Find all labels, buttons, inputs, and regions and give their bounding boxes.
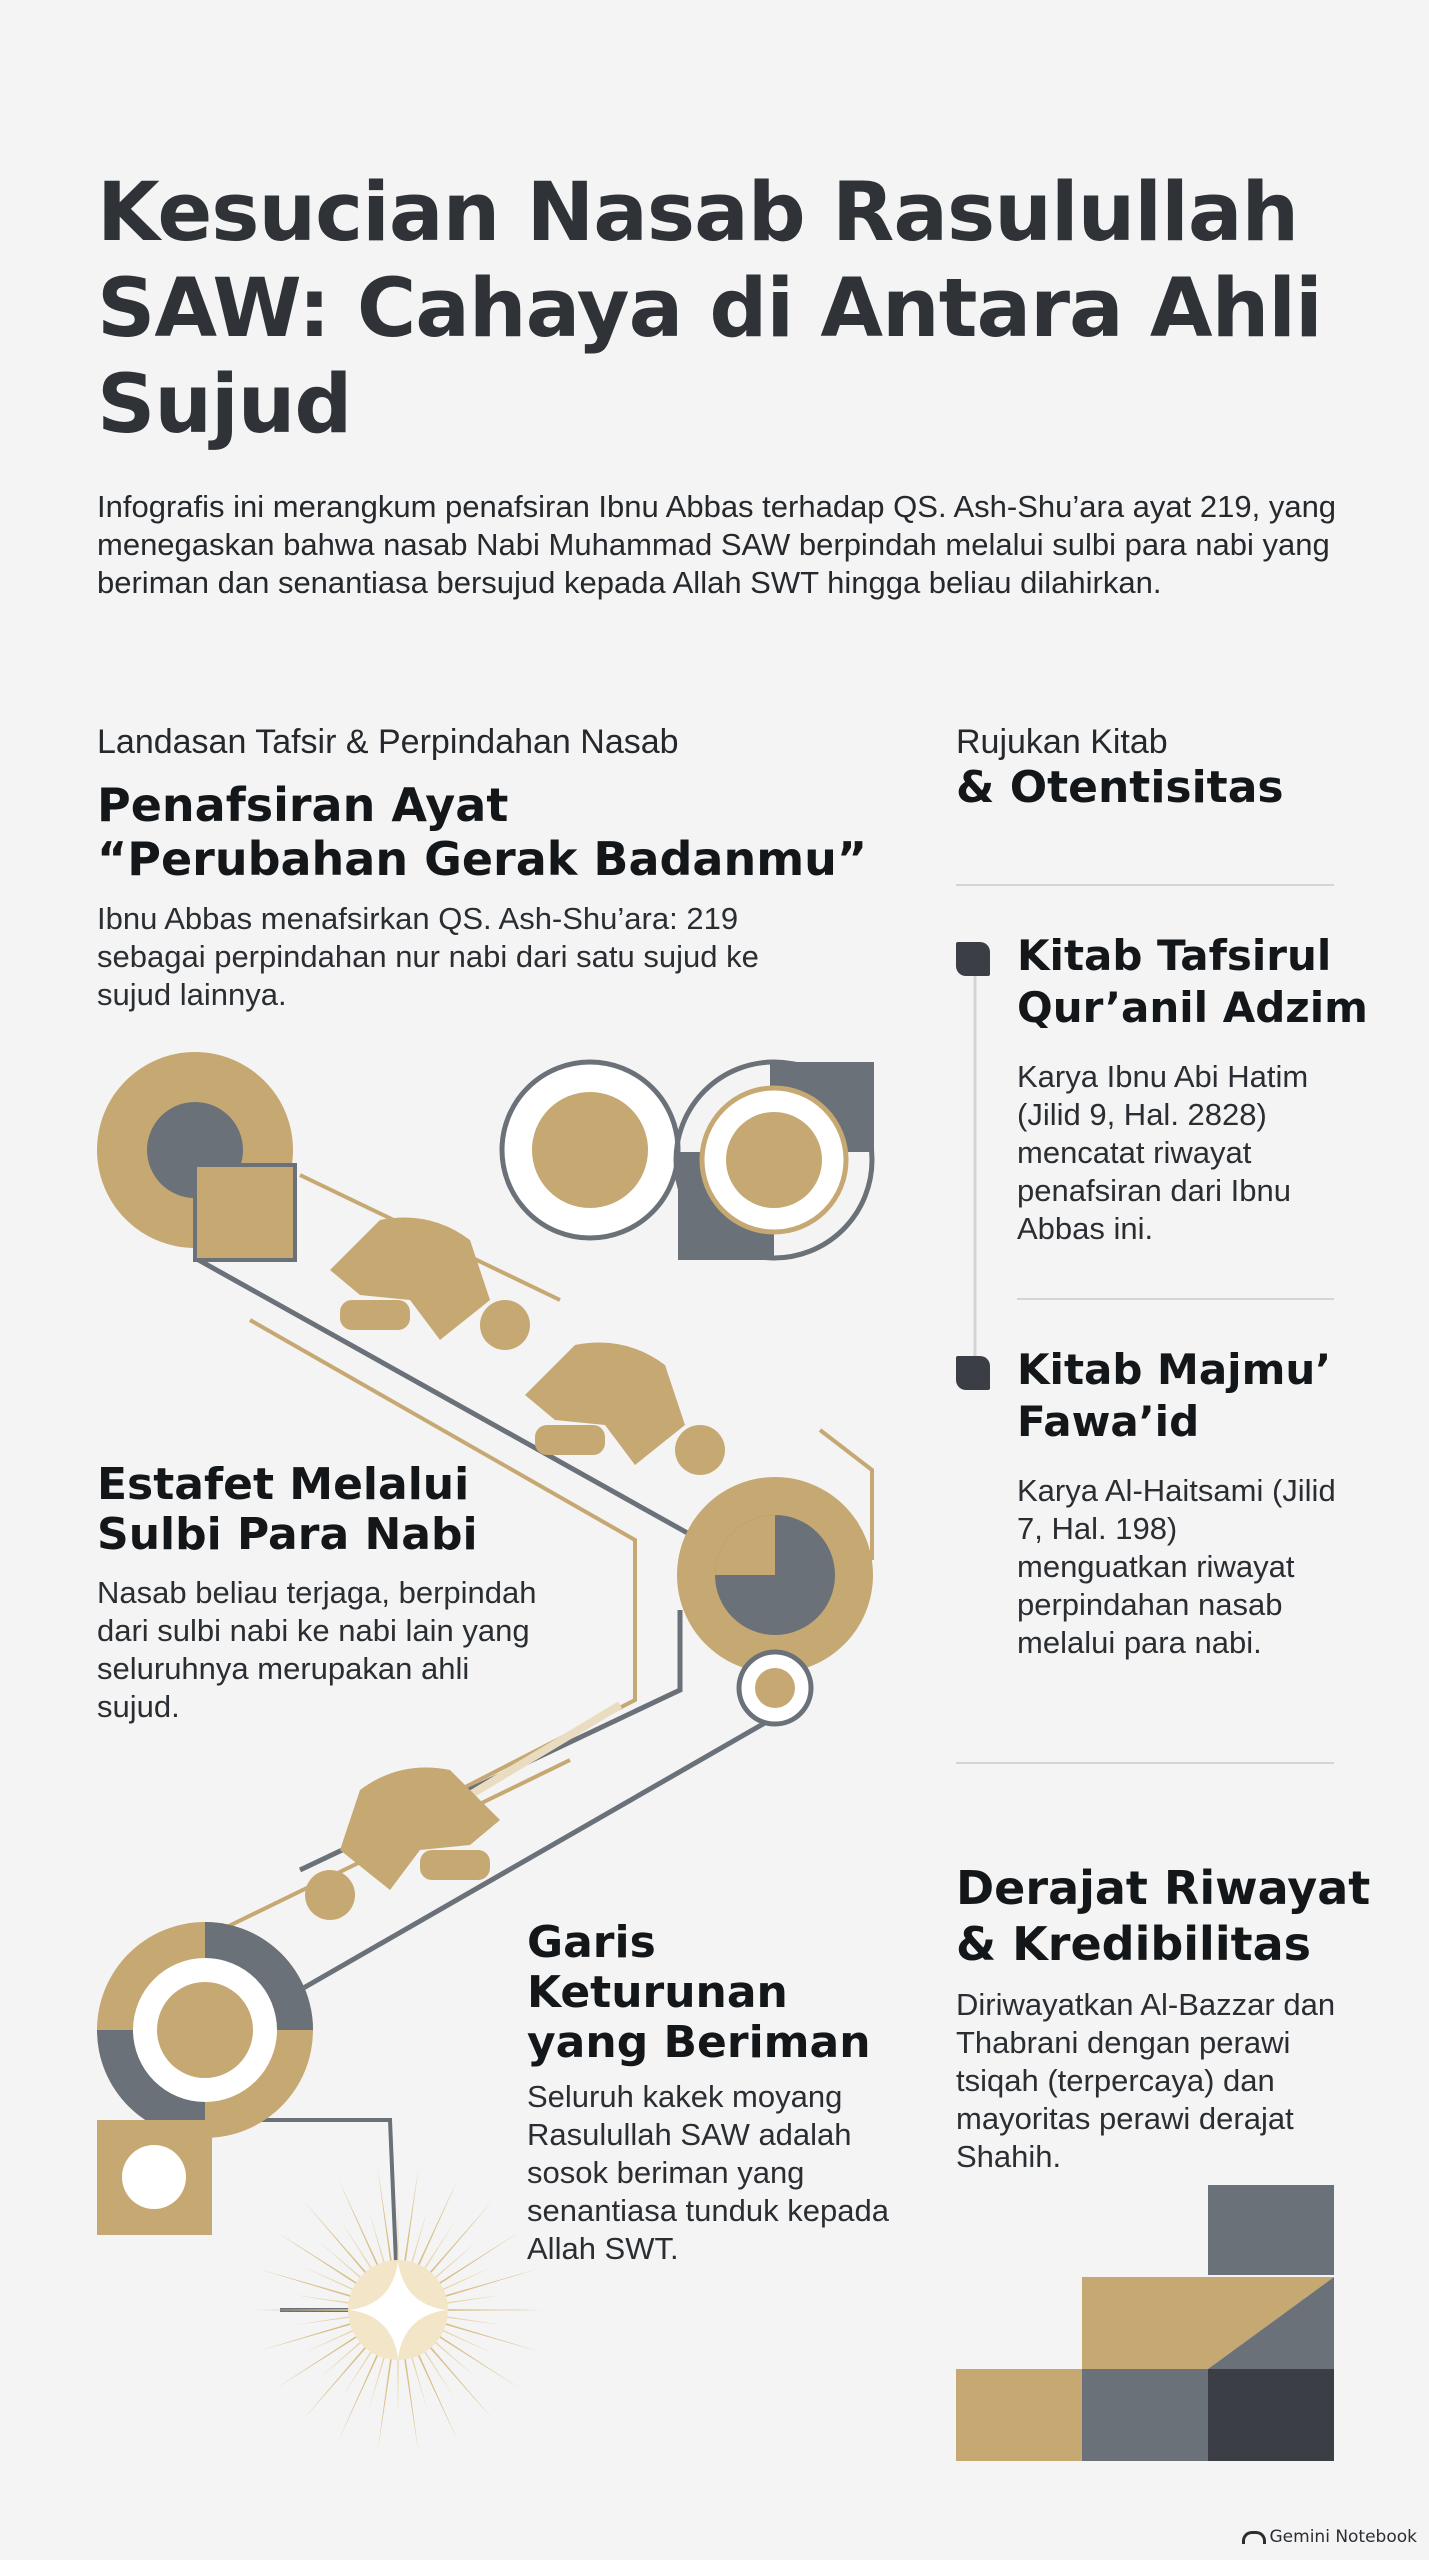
section-derajat-title-line1: Derajat Riwayat	[956, 1861, 1371, 1915]
section-garis	[527, 1918, 927, 2268]
radiant-star-icon	[253, 2166, 543, 2453]
brand-label	[1242, 2527, 1418, 2547]
right-kicker	[956, 722, 1356, 814]
concentric-circle-icon	[97, 1052, 295, 1260]
intro-paragraph: Infografis ini merangkum penafsiran Ibnu Abbas terhadap QS. Ash-Shu’ara ayat 219, yang menegaskan bahwa nasab Nabi Muhammad SAW berpindah melalui sulbi para nabi yang beriman dan senantiasa bersujud kepada Allah SWT hingga beliau dilahirkan.	[97, 489, 1337, 600]
right-kicker-line1: Rujukan Kitab	[956, 723, 1168, 761]
section-derajat-body: Diriwayatkan Al-Bazzar dan Thabrani dengan perawi tsiqah (terpercaya) dan mayoritas perawi derajat Shahih.	[956, 1987, 1336, 2174]
reference-majmu	[1017, 1344, 1397, 1662]
section-garis-title-line2: yang Beriman	[527, 2017, 871, 2068]
section-estafet-body: Nasab beliau terjaga, berpindah dari sulbi nabi ke nabi lain yang seluruhnya merupakan ahli sujud.	[97, 1575, 537, 1724]
section-garis-body: Seluruh kakek moyang Rasulullah SAW adalah sosok beriman yang senantiasa tunduk kepada Allah SWT.	[527, 2079, 889, 2266]
reference-majmu-title-line1: Kitab Majmu’	[1017, 1345, 1332, 1394]
section-tafsir-title-line2: “Perubahan Gerak Badanmu”	[97, 832, 868, 886]
section-derajat-title-line2: & Kredibilitas	[956, 1917, 1311, 1971]
divider	[956, 1762, 1334, 1764]
prostrating-figure-icon	[330, 1218, 530, 1351]
reference-tafsirul-body: Karya Ibnu Abi Hatim (Jilid 9, Hal. 2828) mencatat riwayat penafsiran dari Ibnu Abbas ini.	[1017, 1059, 1309, 1246]
section-tafsir	[97, 778, 897, 1014]
concentric-circle-icon	[502, 1062, 678, 1238]
reference-majmu-body: Karya Al-Haitsami (Jilid 7, Hal. 198) menguatkan riwayat perpindahan nasab melalui para nabi.	[1017, 1473, 1336, 1660]
reference-tafsirul-title-line2: Qur’anil Adzim	[1017, 983, 1368, 1032]
reference-tafsirul-title-line1: Kitab Tafsirul	[1017, 931, 1332, 980]
brand-logo-icon	[1242, 2531, 1266, 2544]
section-derajat	[956, 1860, 1376, 2176]
divider	[956, 884, 1334, 886]
concentric-circle-icon	[676, 1062, 874, 1260]
right-kicker-line2: & Otentisitas	[956, 762, 1284, 813]
section-estafet-title-line2: Sulbi Para Nabi	[97, 1509, 478, 1560]
section-tafsir-body: Ibnu Abbas menafsirkan QS. Ash-Shu’ara: 219 sebagai perpindahan nur nabi dari satu sujud ke sujud lainnya.	[97, 901, 759, 1012]
brand-name: Gemini Notebook	[1269, 2527, 1417, 2547]
left-kicker: Landasan Tafsir & Perpindahan Nasab	[97, 723, 679, 761]
bookmark-square-icon	[956, 1356, 990, 1390]
page-title: Kesucian Nasab Rasulullah SAW: Cahaya di Antara Ahli Sujud	[97, 166, 1322, 452]
divider	[1017, 1298, 1334, 1300]
section-estafet	[97, 1459, 537, 1726]
section-estafet-title-line1: Estafet Melalui	[97, 1459, 470, 1510]
concentric-circle-icon	[677, 1477, 873, 1724]
prostrating-figure-icon	[525, 1343, 725, 1476]
bookmark-square-icon	[956, 942, 990, 976]
reference-majmu-title-line2: Fawa’id	[1017, 1397, 1200, 1446]
reference-tafsirul	[1017, 930, 1397, 1248]
section-garis-title-line1: Garis Keturunan	[527, 1917, 788, 2018]
step-blocks-icon	[956, 2185, 1334, 2461]
section-tafsir-title-line1: Penafsiran Ayat	[97, 778, 509, 832]
concentric-circle-icon	[97, 1922, 313, 2235]
